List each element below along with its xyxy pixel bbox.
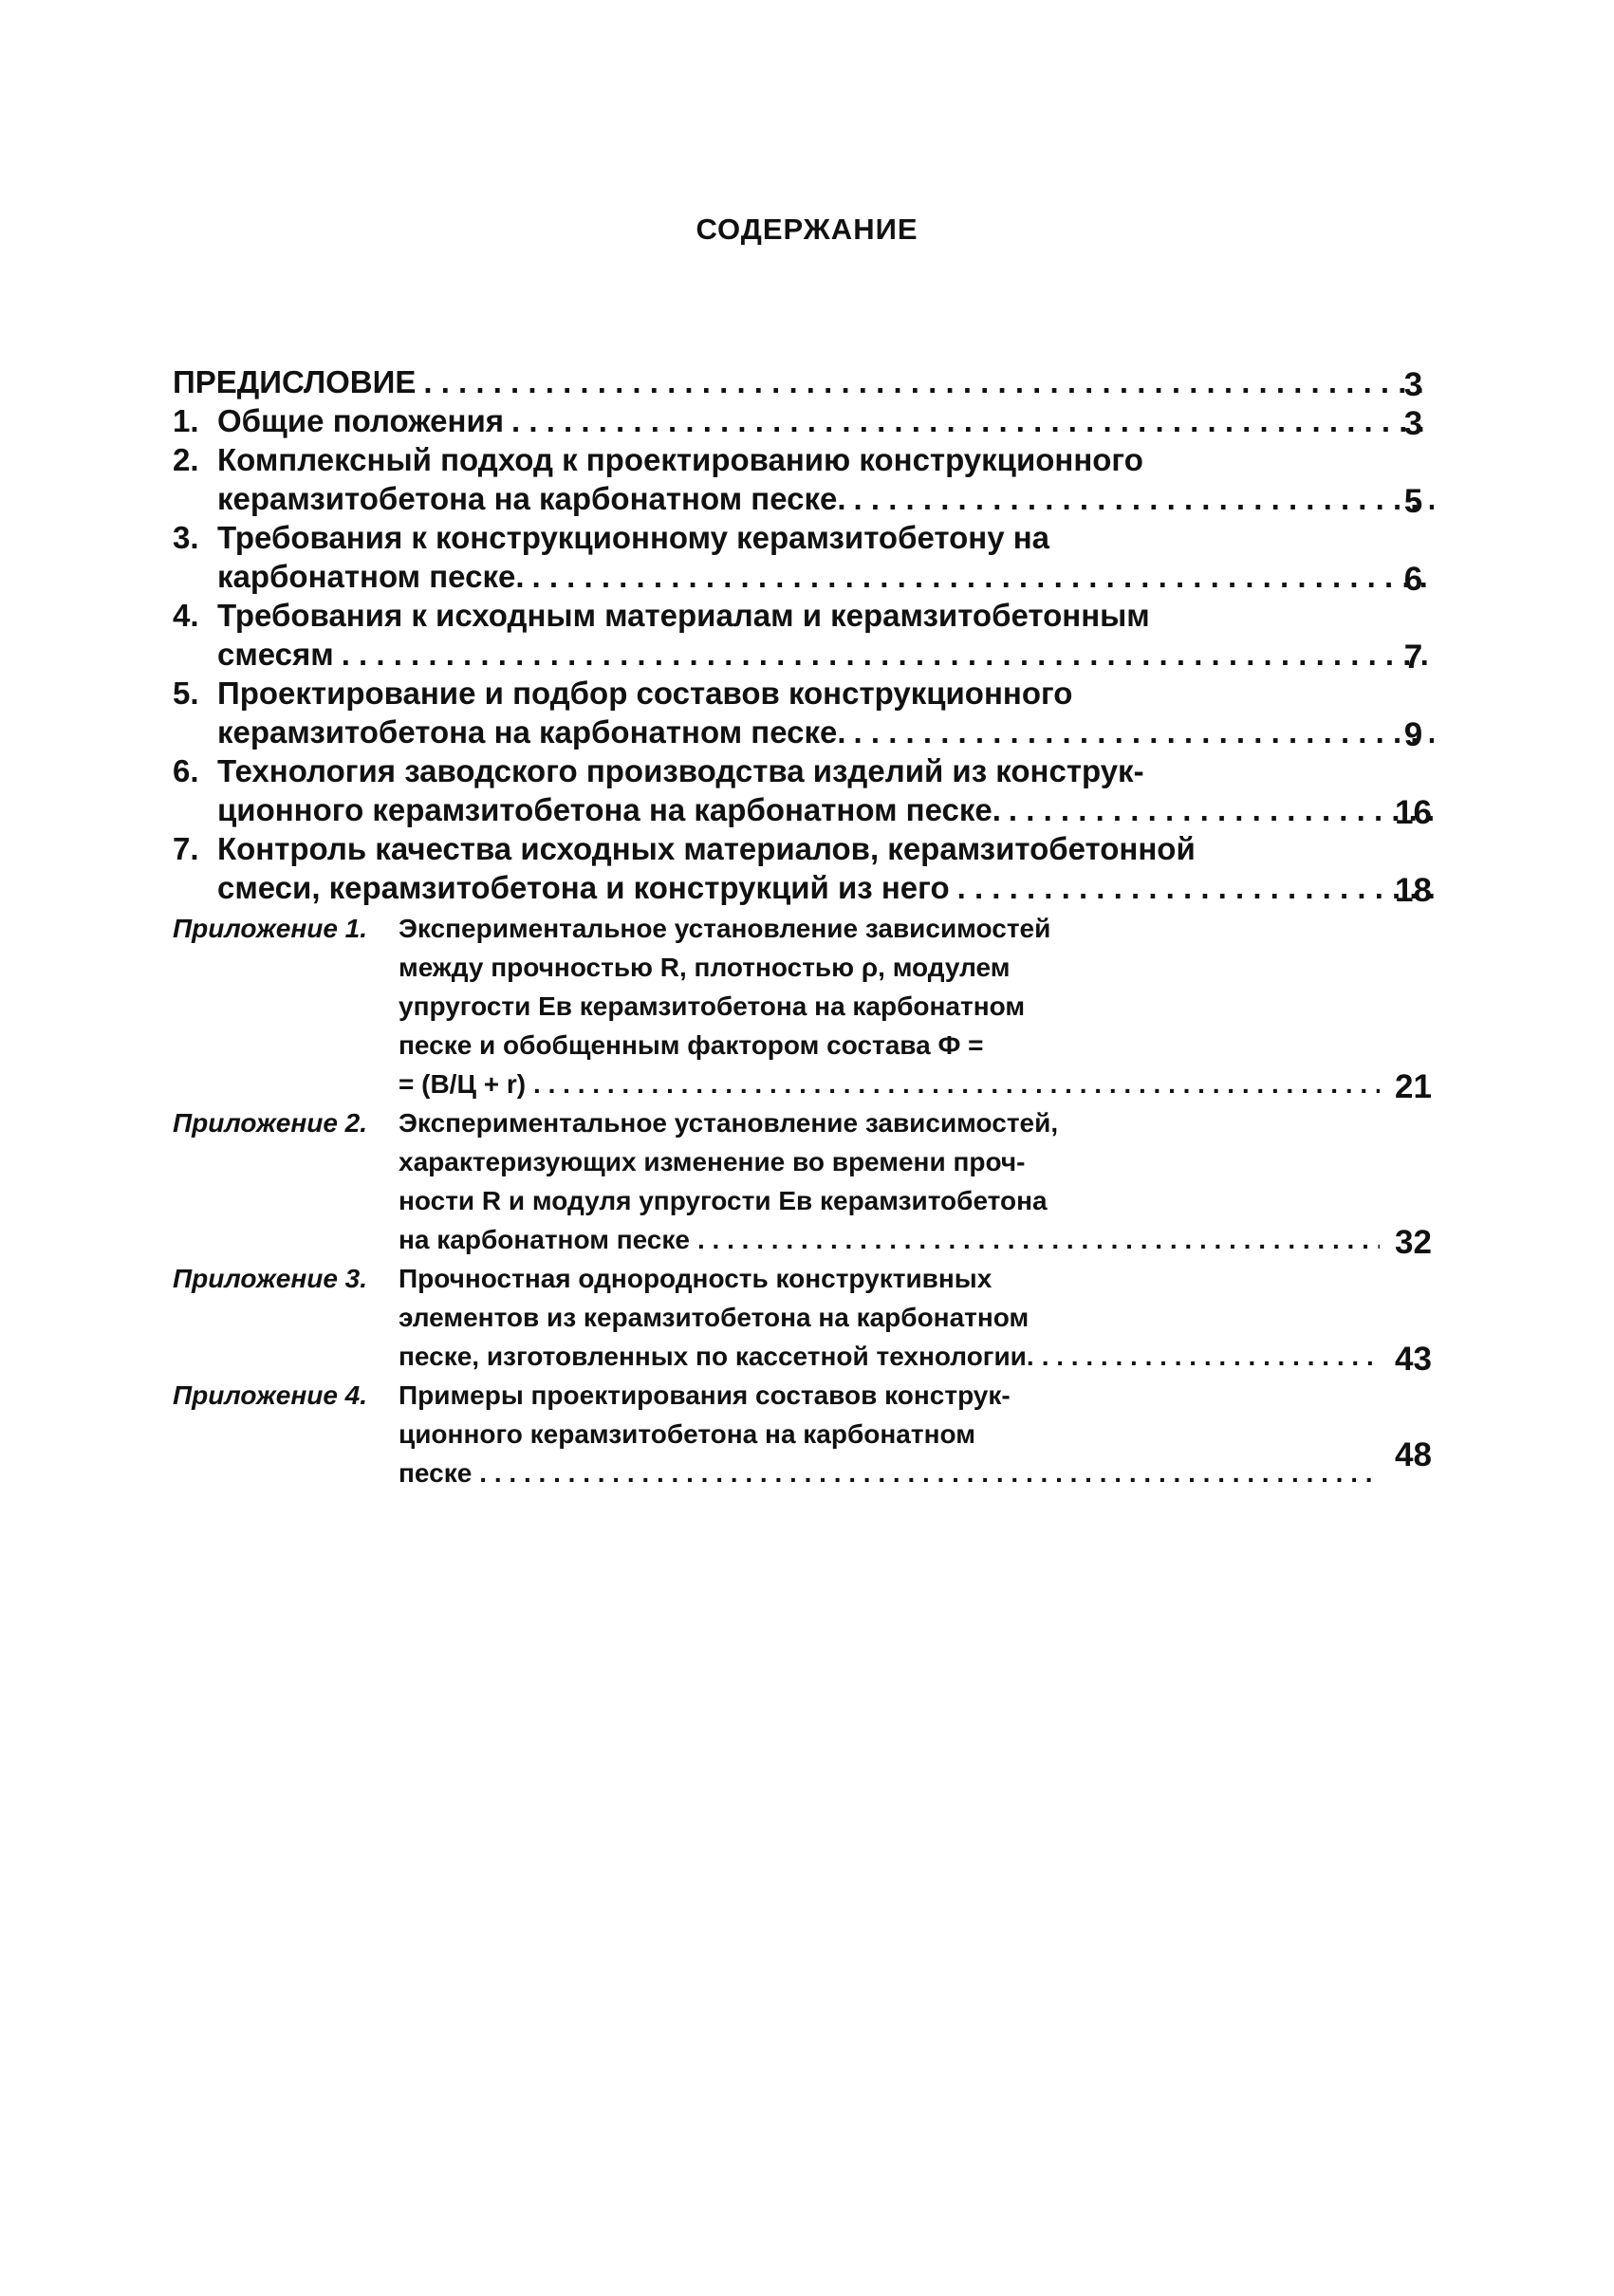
toc-entry-text: Проектирование и подбор составов конструкционного bbox=[217, 676, 1073, 711]
toc-entry-text: керамзитобетона на карбонатном песке. bbox=[217, 481, 846, 516]
toc-entry-text: Экспериментальное установление зависимостей, bbox=[399, 1108, 1059, 1138]
dot-leader bbox=[854, 479, 1434, 518]
toc-entry-text: песке и обобщенным фактором состава Ф = bbox=[399, 1030, 984, 1060]
toc-entry-2 bbox=[173, 440, 1439, 518]
toc-page-number: 32 bbox=[1395, 1224, 1432, 1261]
toc-entry-text: смеси, керамзитобетона и конструкций из него bbox=[217, 870, 950, 905]
toc-entry-number: 1. bbox=[173, 403, 199, 438]
toc-entry-text: характеризующих изменение во времени проч- bbox=[399, 1147, 1026, 1176]
appendix-label: Приложение 4. bbox=[173, 1380, 368, 1410]
toc-entry-text: Требования к исходным материалам и керамзитобетонным bbox=[217, 598, 1150, 633]
toc-entry-text: Экспериментальное установление зависимостей bbox=[399, 914, 1051, 943]
dot-leader bbox=[423, 362, 1434, 401]
toc-entry-text: Контроль качества исходных материалов, керамзитобетонной bbox=[217, 831, 1196, 866]
toc-entry-text: песке, изготовленных по кассетной технологии. bbox=[399, 1342, 1034, 1371]
toc-page-number: 3 bbox=[1403, 405, 1423, 442]
toc-page-number: 5 bbox=[1403, 483, 1423, 520]
toc-page-number: 48 bbox=[1395, 1436, 1432, 1473]
toc-entry-number: 7. bbox=[173, 831, 199, 866]
dot-leader bbox=[532, 557, 1435, 596]
toc-entry-preface bbox=[173, 362, 1439, 401]
toc-entry-text: на карбонатном песке bbox=[399, 1225, 690, 1254]
toc-entry-1 bbox=[173, 401, 1439, 440]
appendix-label: Приложение 1. bbox=[173, 914, 368, 943]
toc-entry-text: ности R и модуля упругости Eв керамзитобетона bbox=[399, 1186, 1048, 1215]
appendix-label: Приложение 3. bbox=[173, 1264, 368, 1293]
toc-entry-text: Комплексный подход к проектированию конструкционного bbox=[217, 442, 1143, 477]
dot-leader bbox=[511, 401, 1434, 440]
toc-page-number: 16 bbox=[1395, 794, 1432, 831]
page-title: СОДЕРЖАНИЕ bbox=[696, 213, 918, 246]
toc-entry-number: 3. bbox=[173, 520, 199, 555]
toc-entry-number: 4. bbox=[173, 598, 199, 633]
toc-entry-text: песке bbox=[399, 1458, 473, 1488]
dot-leader bbox=[479, 1454, 1380, 1492]
dot-leader bbox=[697, 1220, 1380, 1259]
toc-entry-number: 5. bbox=[173, 676, 199, 711]
dot-leader bbox=[854, 713, 1434, 751]
toc-entry-text: карбонатном песке. bbox=[217, 559, 525, 594]
toc-entry-7 bbox=[173, 829, 1439, 907]
toc-page-number: 3 bbox=[1403, 366, 1423, 403]
dot-leader bbox=[1042, 1337, 1380, 1376]
toc-page-number: 9 bbox=[1403, 716, 1423, 753]
toc-entry-text: смесям bbox=[217, 637, 334, 672]
toc-entry-text: между прочностью R, плотностью ρ, модулем bbox=[399, 953, 1011, 982]
toc-page-number: 7 bbox=[1403, 639, 1423, 676]
toc-page-number: 6 bbox=[1403, 561, 1423, 598]
toc-entry-text: Общие положения bbox=[217, 403, 505, 438]
toc-entry-number: 6. bbox=[173, 753, 199, 788]
toc-entry-text: Требования к конструкционному керамзитобетону на bbox=[217, 520, 1049, 555]
toc-entry-6 bbox=[173, 751, 1439, 829]
toc-entry-4 bbox=[173, 596, 1439, 674]
toc-entry-5 bbox=[173, 674, 1439, 751]
toc-entry-text: Примеры проектирования составов конструк- bbox=[399, 1380, 1011, 1410]
toc-entry-3 bbox=[173, 518, 1439, 596]
dot-leader bbox=[342, 635, 1434, 674]
toc-entry-text: ционного керамзитобетона на карбонатном песке. bbox=[217, 792, 1001, 827]
toc-entry-text: Технология заводского производства изделий из конструк- bbox=[217, 753, 1144, 788]
toc-entry-text: ПРЕДИСЛОВИЕ bbox=[173, 364, 417, 399]
toc-entry-text: ционного керамзитобетона на карбонатном bbox=[399, 1419, 975, 1449]
toc-entry-text: = (В/Ц + r) bbox=[399, 1069, 527, 1099]
dot-leader bbox=[533, 1065, 1380, 1103]
toc-entry-text: керамзитобетона на карбонатном песке. bbox=[217, 714, 846, 750]
dot-leader bbox=[957, 868, 1434, 907]
toc-entry-text: элементов из керамзитобетона на карбонатном bbox=[399, 1303, 1030, 1332]
toc-entry-text: Прочностная однородность конструктивных bbox=[399, 1264, 993, 1293]
toc-page-number: 21 bbox=[1395, 1068, 1432, 1105]
toc-entry-text: упругости Eв керамзитобетона на карбонатном bbox=[399, 991, 1026, 1021]
dot-leader bbox=[1009, 790, 1434, 829]
toc-page-number: 43 bbox=[1395, 1341, 1432, 1378]
toc-page-number: 18 bbox=[1395, 872, 1432, 909]
appendix-label: Приложение 2. bbox=[173, 1108, 368, 1138]
toc-entry-number: 2. bbox=[173, 442, 199, 477]
